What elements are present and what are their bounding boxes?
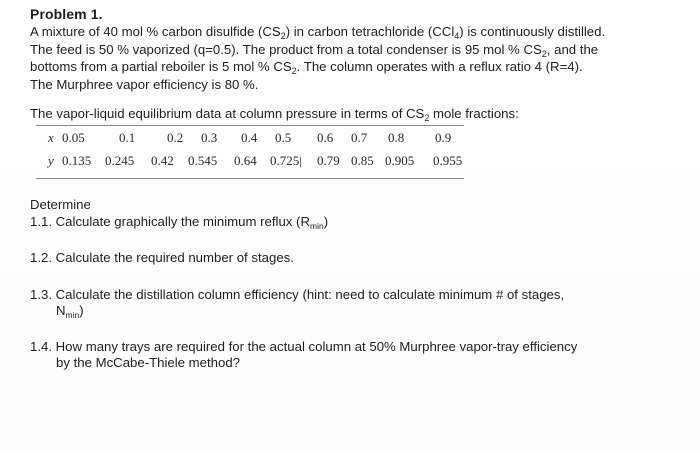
y-value: 0.42 [151, 153, 174, 168]
statement-line-2: The feed is 50 % vaporized (q=0.5). The product from a total condenser is 95 mol % $CS_2$, and the [30, 41, 599, 59]
y-value: 0.725| [270, 153, 302, 168]
y-value: 0.64 [234, 153, 257, 168]
y-value: 0.955 [433, 153, 463, 168]
determine-heading: Determine [30, 197, 91, 212]
y-value: 0.545 [188, 153, 218, 168]
question-1-3: 1.3. Calculate the distillation column efficiency (hint: need to calculate minimum # of stages, $N_{min}$) [30, 287, 565, 320]
problem-title: Problem 1. [30, 6, 103, 22]
table-top-rule [36, 125, 464, 126]
x-value: 0.2 [167, 130, 184, 145]
x-value: 0.4 [241, 130, 258, 145]
x-value: 0.1 [119, 130, 136, 145]
x-value: 0.6 [317, 130, 334, 145]
x-label: x [48, 130, 54, 145]
x-value: 0.9 [435, 130, 452, 145]
y-value: 0.245 [105, 153, 135, 168]
x-value: 0.5 [275, 130, 292, 145]
y-label: y [48, 153, 54, 168]
statement-line-1: A mixture of 40 mol % carbon disulfide $(CS_2)$ in carbon tetrachloride (CCl$_4$) is continuously distilled. [30, 24, 606, 41]
y-value: 0.79 [317, 153, 340, 168]
statement-line-4: The Murphree vapor efficiency is 80 %. [30, 76, 259, 92]
table-bottom-rule [36, 178, 464, 179]
y-value: 0.905 [385, 153, 415, 168]
question-1-4: 1.4. How many trays are required for the actual column at 50% Murphree vapor-tray efficiency by the McCabe-Thiele method? [30, 339, 578, 370]
x-value: 0.05 [62, 130, 85, 145]
statement-line-3: bottoms from a partial reboiler is 5 mol % $CS_2$. The column operates with a reflux ratio 4 (R=4). [30, 59, 583, 76]
y-value: 0.135 [62, 153, 92, 168]
question-1-2: 1.2. Calculate the required number of stages. [30, 250, 294, 265]
x-value: 0.8 [388, 130, 405, 145]
question-1-1: 1.1. Calculate graphically the minimum reflux $(R_{min})$ [30, 214, 329, 231]
x-value: 0.3 [201, 130, 218, 145]
problem-statement [30, 24, 685, 92]
y-value: 0.85 [351, 153, 374, 168]
vle-heading: The vapor-liquid equilibrium data at column pressure in terms of $CS_2$ mole fractions: [30, 106, 519, 123]
x-value: 0.7 [351, 130, 368, 145]
